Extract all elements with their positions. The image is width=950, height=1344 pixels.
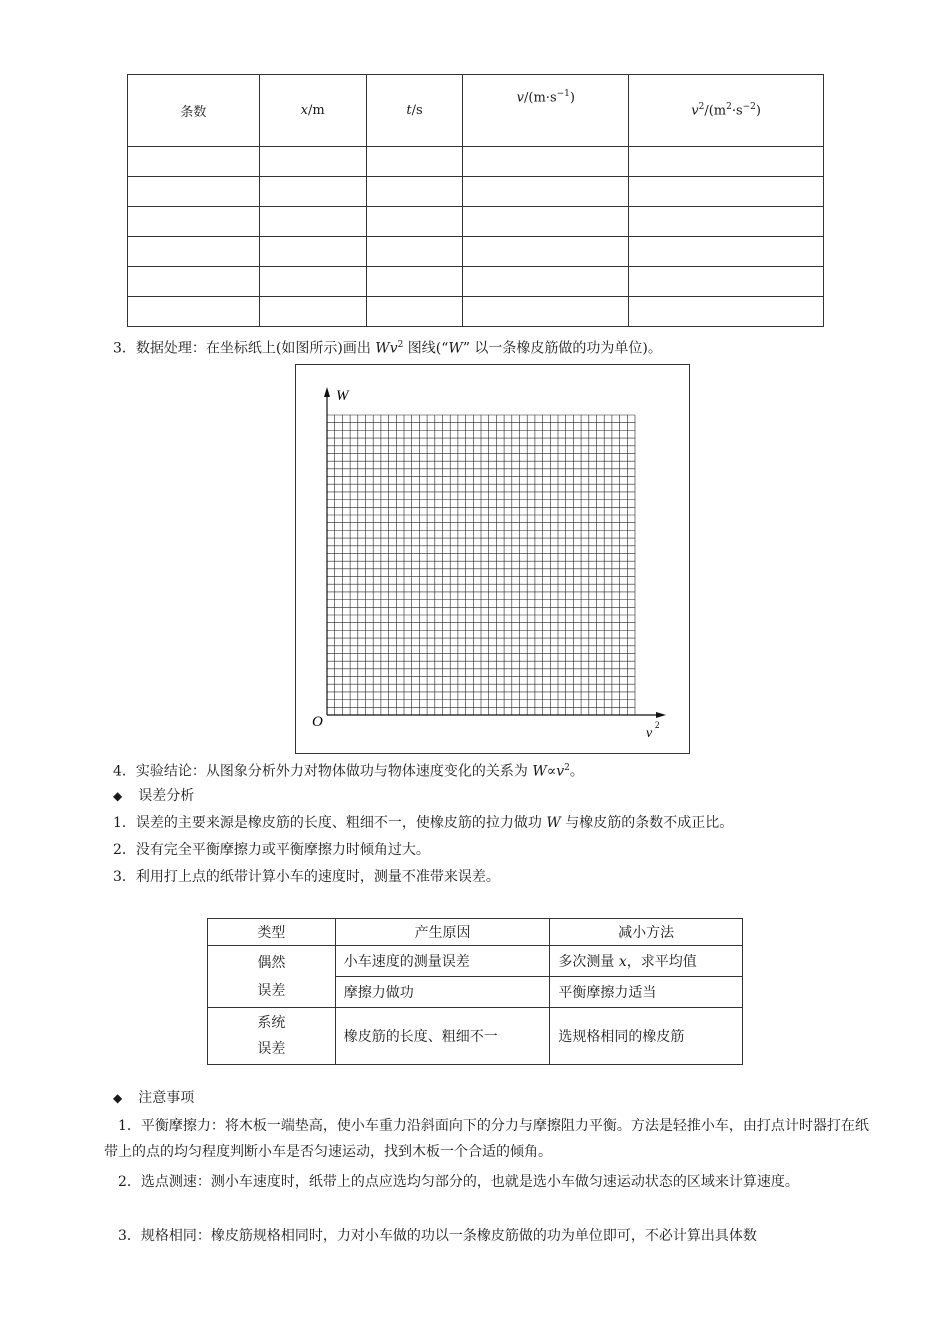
data-table-cell <box>128 177 260 207</box>
data-table-row <box>128 297 824 327</box>
data-table-cell <box>629 297 824 327</box>
data-table <box>127 74 824 327</box>
type-accidental: 偶然 误差 <box>208 946 336 1008</box>
data-table-cell <box>463 207 629 237</box>
note-item-3: 3．规格相同：橡皮筋规格相同时，力对小车做的功以一条橡皮筋做的功为单位即可，不必计算出具体数 <box>118 1228 757 1244</box>
data-table-cell <box>259 267 366 297</box>
header-v-squared: $v^2/(m^2\cdot s^{-2})$ <box>629 75 824 147</box>
data-table-cell <box>366 177 463 207</box>
cause-cell: 小车速度的测量误差 <box>335 946 550 977</box>
x-axis-label: v <box>646 726 653 741</box>
grid-lines <box>327 415 635 715</box>
cause-cell: 橡皮筋的长度、粗细不一 <box>335 1008 550 1065</box>
data-table-cell <box>259 237 366 267</box>
method-cell: 多次测量 x，求平均值 <box>550 946 743 977</box>
data-table-cell <box>629 147 824 177</box>
data-table-cell <box>259 297 366 327</box>
cause-cell: 摩擦力做功 <box>335 977 550 1008</box>
y-axis-label: W <box>336 388 349 404</box>
method-cell: 平衡摩擦力适当 <box>550 977 743 1008</box>
method-cell: 选规格相同的橡皮筋 <box>550 1008 743 1065</box>
data-table-row <box>128 177 824 207</box>
data-table-body <box>128 147 824 327</box>
section-4-text: 4．实验结论：从图象分析外力对物体做功与物体速度变化的关系为 $W\propto v^2$。 <box>113 763 584 780</box>
header-t: t/s <box>366 75 463 147</box>
type-systematic: 系统 误差 <box>208 1008 336 1065</box>
data-table-header-row <box>128 75 824 147</box>
data-table-cell <box>128 147 260 177</box>
data-table-cell <box>463 177 629 207</box>
data-table-cell <box>259 147 366 177</box>
error-table-row <box>208 946 743 977</box>
data-table-cell <box>463 237 629 267</box>
grid-figure <box>295 364 690 754</box>
header-x: x/m <box>259 75 366 147</box>
section-3-text: 3．数据处理：在坐标纸上(如图所示)画出 Wv$^2$ 图线(“W” 以一条橡皮筋做的功为单位)。 <box>113 340 662 357</box>
error-table-header <box>208 919 743 946</box>
diamond-bullet-icon: ◆ <box>113 1091 123 1105</box>
header-cause: 产生原因 <box>335 919 550 946</box>
error-item-2: 2．没有完全平衡摩擦力或平衡摩擦力时倾角过大。 <box>113 842 430 858</box>
data-table-cell <box>629 267 824 297</box>
data-table-cell <box>629 177 824 207</box>
data-table-cell <box>366 297 463 327</box>
error-analysis-heading: ◆ 误差分析 <box>113 788 195 804</box>
data-table-cell <box>366 207 463 237</box>
data-table-cell <box>629 207 824 237</box>
diamond-bullet-icon: ◆ <box>113 789 123 803</box>
header-type: 类型 <box>208 919 336 946</box>
error-item-1: 1．误差的主要来源是橡皮筋的长度、粗细不一，使橡皮筋的拉力做功 W 与橡皮筋的条数不成正比。 <box>113 815 734 831</box>
data-table-cell <box>366 237 463 267</box>
grid-svg <box>296 365 689 753</box>
data-table-row <box>128 237 824 267</box>
data-table-cell <box>128 267 260 297</box>
notes-heading: ◆ 注意事项 <box>113 1090 195 1106</box>
data-table-cell <box>128 297 260 327</box>
header-count: 条数 <box>128 75 260 147</box>
data-table-cell <box>128 237 260 267</box>
data-table-cell <box>463 147 629 177</box>
data-table-cell <box>128 207 260 237</box>
data-table-row <box>128 207 824 237</box>
data-table-row <box>128 267 824 297</box>
data-table-cell <box>463 267 629 297</box>
x-axis-exponent: 2 <box>655 720 660 730</box>
error-table <box>207 918 743 1065</box>
error-table-row <box>208 1008 743 1065</box>
error-item-3: 3．利用打上点的纸带计算小车的速度时，测量不准带来误差。 <box>113 869 500 885</box>
data-table-cell <box>259 177 366 207</box>
header-v: $v/(m\cdot s^{-1})$ <box>463 75 629 147</box>
data-table-row <box>128 147 824 177</box>
header-method: 减小方法 <box>550 919 743 946</box>
note-item-2: 2．选点测速：测小车速度时，纸带上的点应选均匀部分的，也就是选小车做匀速运动状态的区域来计算速度。 <box>118 1174 799 1190</box>
data-table-cell <box>259 207 366 237</box>
data-table-cell <box>366 267 463 297</box>
origin-label: O <box>312 714 323 730</box>
data-table-cell <box>629 237 824 267</box>
x-axis-arrow <box>656 712 666 718</box>
data-table-cell <box>463 297 629 327</box>
note-item-1: 1．平衡摩擦力：将木板一端垫高，使小车重力沿斜面向下的分力与摩擦阻力平衡。方法是轻推小车，由打点计时器打在纸带上的点的均匀程度判断小车是否匀速运动，找到木板一个合适的倾角。 <box>104 1118 869 1160</box>
data-table-cell <box>366 147 463 177</box>
y-axis-arrow <box>324 387 330 397</box>
